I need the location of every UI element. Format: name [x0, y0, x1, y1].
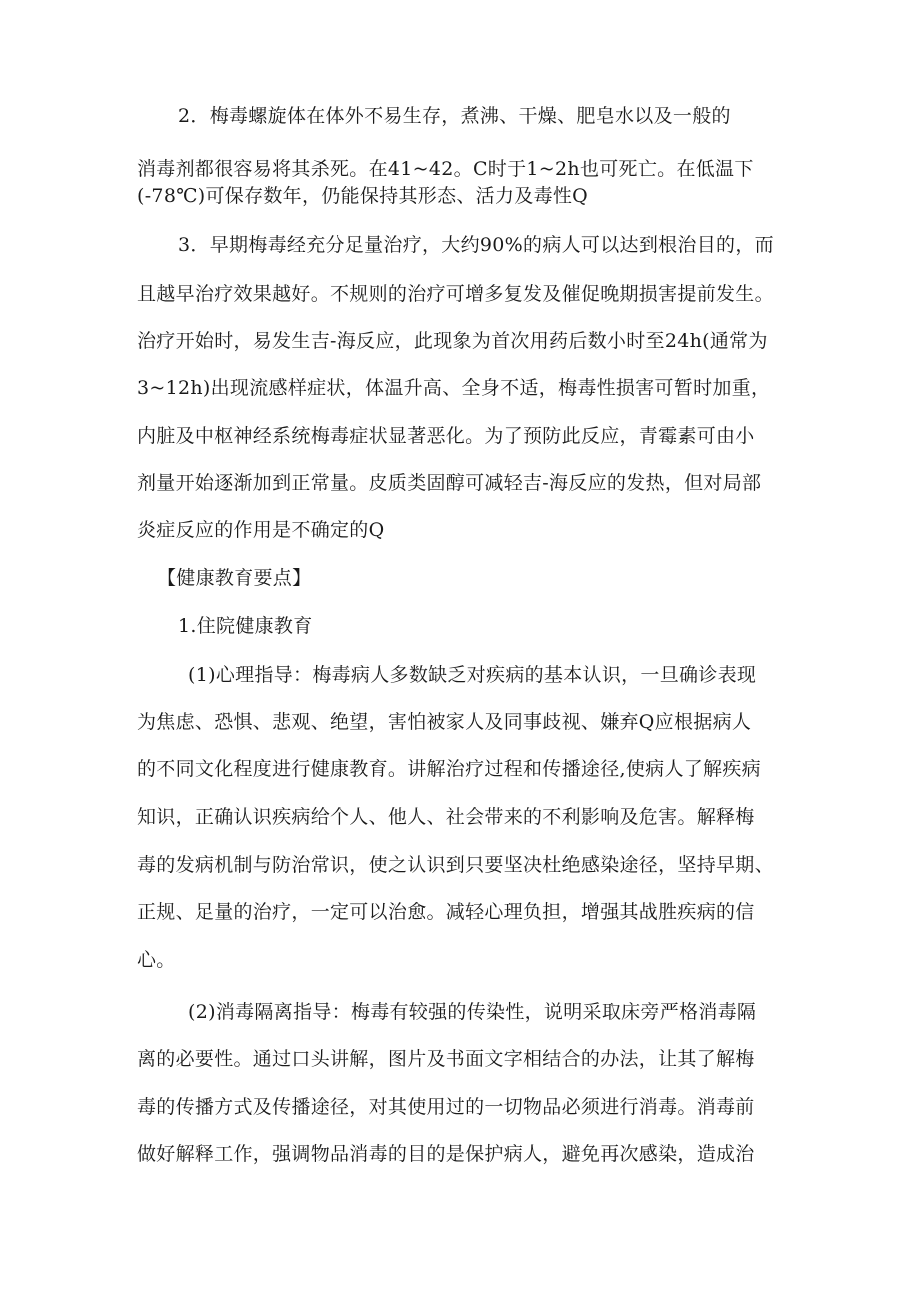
section-heading: 【健康教育要点】	[157, 567, 312, 589]
paragraph-line: 离的必要性。通过口头讲解，图片及书面文字相结合的办法，让其了解梅	[137, 1048, 755, 1070]
paragraph-line: 的不同文化程度进行健康教育。讲解治疗过程和传播途径,使病人了解疾病	[137, 758, 761, 780]
paragraph-line: 知识，正确认识疾病给个人、他人、社会带来的不利影响及危害。解释梅	[137, 806, 755, 828]
paragraph-line: (1)心理指导：梅毒病人多数缺乏对疾病的基本认识，一旦确诊表现	[188, 664, 757, 686]
paragraph-line: 正规、足量的治疗，一定可以治愈。减轻心理负担，增强其战胜疾病的信	[137, 901, 755, 923]
paragraph-line: (2)消毒隔离指导：梅毒有较强的传染性，说明采取床旁严格消毒隔	[188, 1001, 757, 1023]
paragraph-line: 且越早治疗效果越好。不规则的治疗可增多复发及催促晚期损害提前发生。	[137, 283, 774, 305]
paragraph-line: 治疗开始时，易发生吉-海反应，此现象为首次用药后数小时至24h(通常为	[137, 330, 768, 352]
paragraph-line: 为焦虑、恐惧、悲观、绝望，害怕被家人及同事歧视、嫌弃Q应根据病人	[137, 711, 752, 733]
paragraph-line: 毒的发病机制与防治常识，使之认识到只要坚决杜绝感染途径，坚持早期、	[137, 854, 774, 876]
paragraph-line: 心。	[137, 949, 176, 971]
paragraph-line: (-78℃)可保存数年，仍能保持其形态、活力及毒性Q	[137, 185, 589, 207]
paragraph-line: 毒的传播方式及传播途径，对其使用过的一切物品必须进行消毒。消毒前	[137, 1096, 755, 1118]
paragraph-line: 3~12h)出现流感样症状，体温升高、全身不适，梅毒性损害可暂时加重，	[137, 377, 771, 399]
paragraph-line: 剂量开始逐渐加到正常量。皮质类固醇可减轻吉-海反应的发热，但对局部	[137, 472, 762, 494]
paragraph-line: 内脏及中枢神经系统梅毒症状显著恶化。为了预防此反应，青霉素可由小	[137, 425, 755, 447]
paragraph-line: 2．梅毒螺旋体在体外不易生存，煮沸、干燥、肥皂水以及一般的	[178, 105, 731, 127]
paragraph-line: 做好解释工作，强调物品消毒的目的是保护病人，避免再次感染，造成治	[137, 1143, 755, 1165]
paragraph-line: 消毒剂都很容易将其杀死。在41~42。C时于1~2h也可死亡。在低温下	[137, 158, 754, 180]
subsection-heading: 1.住院健康教育	[178, 615, 313, 637]
paragraph-line: 炎症反应的作用是不确定的Q	[137, 519, 385, 541]
paragraph-line: 3．早期梅毒经充分足量治疗，大约90%的病人可以达到根治目的，而	[178, 234, 774, 256]
